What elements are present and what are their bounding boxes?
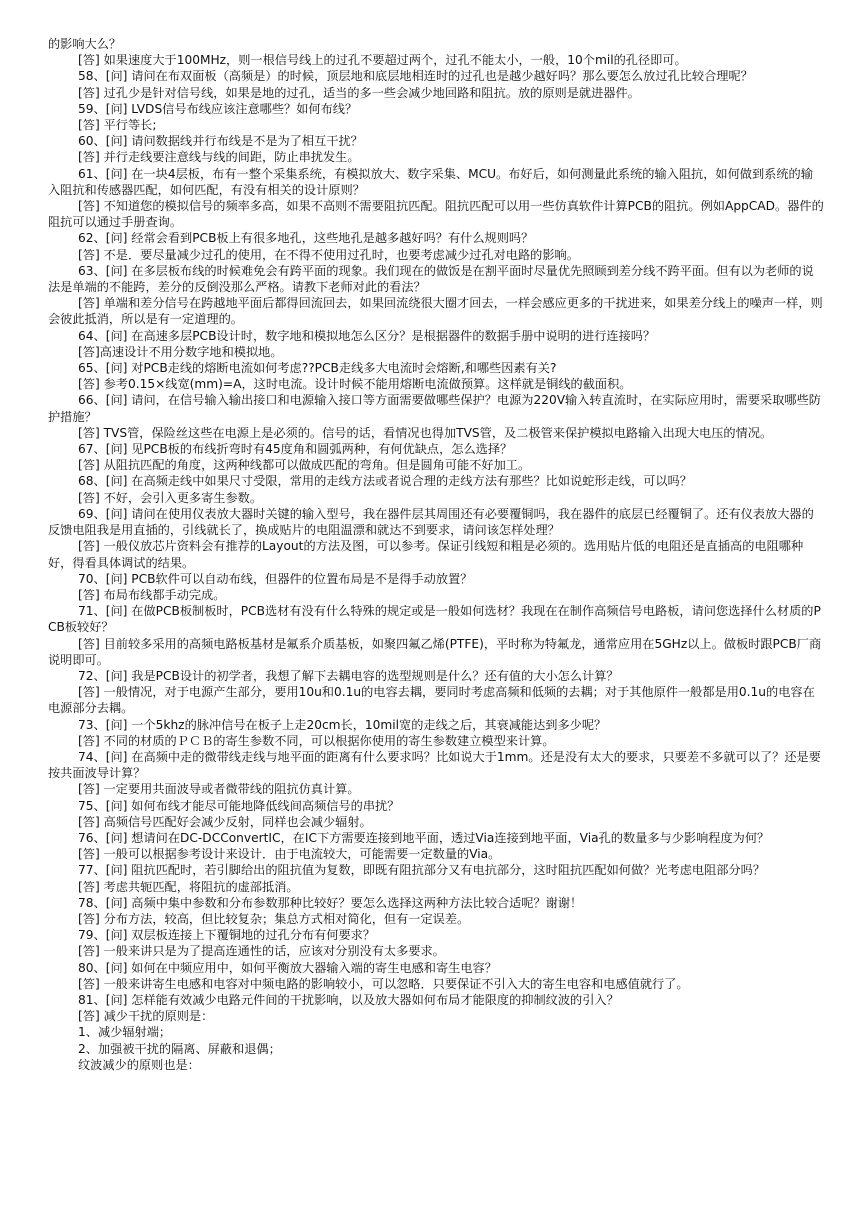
text-paragraph: 77、[问] 阻抗匹配时，若引脚给出的阻抗值为复数，即既有阻抗部分又有电抗部分，这时阻抗匹配如何做？光考虑电阻部分吗？ bbox=[78, 863, 766, 878]
text-paragraph: 71、[问] 在做PCB板制板时，PCB选材有没有什么特殊的规定或是一般如何选材？我现在在制作高频信号电路板，请问您选择什么材质的PCB板较好？ bbox=[48, 604, 821, 635]
text-paragraph: 58、[问] 请问在布双面板（高频是）的时候，顶层地和底层地相连时的过孔也是越少越好吗？那么要怎么放过孔比较合理呢？ bbox=[78, 69, 753, 84]
text-paragraph: 73、[问] 一个5khz的脉冲信号在板子上走20cm长，10mil宽的走线之后，其衰减能达到多少呢？ bbox=[78, 717, 607, 732]
text-paragraph: [答]高速设计不用分数字地和模拟地。 bbox=[78, 344, 283, 359]
text-paragraph: [答] 减少干扰的原则是： bbox=[78, 1009, 214, 1024]
text-paragraph: [答] 一定要用共面波导或者微带线的阻抗仿真计算。 bbox=[78, 782, 360, 797]
text-paragraph: [答] 单端和差分信号在跨越地平面后都得回流回去，如果回流绕很大圈才回去，一样会感应更多的干扰进来，如果差分线上的噪声一样，则会彼此抵消，所以是有一定道理的。 bbox=[48, 296, 823, 327]
text-paragraph: [答] 高频信号匹配好会减少反射，同样也会减少辐射。 bbox=[78, 814, 372, 829]
text-paragraph: 65、[问] 对PCB走线的熔断电流如何考虑??PCB走线多大电流时会熔断,和哪些因素有关? bbox=[78, 361, 557, 376]
text-paragraph: 74、[问] 在高频中走的微带线走线与地平面的距离有什么要求吗？比如说大于1mm。还是没有太大的要求，只要差不多就可以了？还是要按共面波导计算？ bbox=[48, 749, 821, 781]
text-paragraph: 68、[问] 在高频走线中如果尺寸受限，常用的走线方法或者说合理的走线方法有那些？比如说蛇形走线，可以吗？ bbox=[78, 474, 692, 489]
text-paragraph: [答] 如果速度大于100MHz，则一根信号线上的过孔不要超过两个，过孔不能太小，一般，10个mil的孔径即可。 bbox=[78, 53, 687, 68]
text-paragraph: 的影响大么？ bbox=[48, 37, 122, 51]
text-paragraph: [答] 一般来讲只是为了提高连通性的话，应该对分别没有太多要求。 bbox=[78, 944, 445, 959]
text-paragraph: [答] 参考0.15×线宽(mm)=A，这时电流。设计时候不能用熔断电流做预算。这样就是铜线的截面积。 bbox=[78, 377, 632, 392]
text-paragraph: 纹波减少的原则也是： bbox=[78, 1057, 200, 1072]
text-paragraph: 79、[问] 双层板连接上下覆铜地的过孔分布有何要求？ bbox=[78, 928, 376, 943]
text-paragraph: 81、[问] 怎样能有效减少电路元件间的干扰影响，以及放大器如何布局才能限度的抑制纹波的引入？ bbox=[78, 992, 619, 1007]
text-paragraph: 61、[问] 在一块4层板，布有一整个采集系统，有模拟放大、数字采集、MCU。布好后，如何测量此系统的输入阻抗，如何做到系统的输入阻抗和传感器匹配，如何匹配，有没有相关的设计原则？ bbox=[48, 166, 813, 197]
text-paragraph: [答] 不好，会引入更多寄生参数。 bbox=[78, 490, 263, 505]
text-paragraph: [答] 不知道您的模拟信号的频率多高，如果不高则不需要阻抗匹配。阻抗匹配可以用一些仿真软件计算PCB的阻抗。例如AppCAD。器件的阻抗可以通过手册查询。 bbox=[48, 199, 824, 230]
text-paragraph: [答] 不同的材质的ＰＣＢ的寄生参数不同，可以根据你使用的寄生参数建立模型来计算。 bbox=[78, 733, 555, 748]
text-paragraph: 60、[问] 请问数据线并行布线是不是为了相互干扰？ bbox=[78, 134, 363, 149]
text-paragraph: [答] 考虑共轭匹配，将阻抗的虚部抵消。 bbox=[78, 879, 299, 894]
text-paragraph: [答] 布局布线都手动完成。 bbox=[78, 587, 226, 602]
text-paragraph: [答] 目前较多采用的高频电路板基材是氟系介质基板，如聚四氟乙烯(PTFE)，平时称为特氟龙，通常应用在5GHz以上。做板时跟PCB厂商说明即可。 bbox=[48, 636, 822, 667]
text-paragraph: 69、[问] 请问在使用仪表放大器时关键的输入型号，我在器件层其周围还有必要覆铜吗，我在器件的底层已经覆铜了。还有仪表放大器的反馈电阻我是用直插的，引线就长了，换成贴片的电阻温漂和就达不到要求，请问该怎样处理？ bbox=[48, 506, 814, 538]
text-paragraph: [答] 过孔少是针对信号线，如果是地的过孔，适当的多一些会减少地回路和阻抗。放的原则是就进器件。 bbox=[78, 85, 640, 100]
text-paragraph: [答] 平行等长; bbox=[78, 118, 157, 133]
text-paragraph: [答] 一般来讲寄生电感和电容对中频电路的影响较小，可以忽略．只要保证不引入大的寄生电容和电感值就行了。 bbox=[78, 976, 689, 991]
text-paragraph: 63、[问] 在多层板布线的时候难免会有跨平面的现象。我们现在的做饭是在割平面时尽量优先照顾到差分线不跨平面。但有以为老师的说法是单端的不能跨，差分的反倒没那么严格。请教下老师对此的看法？ bbox=[48, 263, 814, 295]
text-paragraph: 1、减少辐射端； bbox=[78, 1025, 172, 1040]
text-paragraph: [答] 并行走线要注意线与线的间距，防止串扰发生。 bbox=[78, 150, 360, 165]
text-paragraph: 72、[问] 我是PCB设计的初学者，我想了解下去耦电容的选型规则是什么？还有值的大小怎么计算？ bbox=[78, 668, 619, 683]
text-paragraph: 78、[问] 高频中集中参数和分布参数那种比较好？要怎么选择这两种方法比较合适呢？谢谢！ bbox=[78, 895, 583, 910]
text-paragraph: 76、[问] 想请问在DC-DCConvertIC，在IC下方需要连接到地平面，透过Via连接到地平面，Via孔的数量多与少影响程度为何？ bbox=[78, 830, 770, 845]
text-paragraph: 75、[问] 如何布线才能尽可能地降低线间高频信号的串扰？ bbox=[78, 798, 400, 813]
text-paragraph: 70、[问] PCB软件可以自动布线，但器件的位置布局是不是得手动放置？ bbox=[78, 571, 473, 586]
text-paragraph: 67、[问] 见PCB板的布线折弯时有45度角和圆弧两种，有何优缺点，怎么选择？ bbox=[78, 442, 513, 457]
text-paragraph: 64、[问] 在高速多层PCB设计时，数字地和模拟地怎么区分？是根据器件的数据手册中说明的进行连接吗？ bbox=[78, 328, 656, 343]
text-paragraph: [答] 一般仪放芯片资料会有推荐的Layout的方法及图，可以参考。保证引线短和粗是必须的。选用贴片低的电阻还是直插高的电阻哪种好，得看具体调试的结果。 bbox=[48, 539, 804, 570]
text-paragraph: 66、[问] 请问，在信号输入输出接口和电源输入接口等方面需要做哪些保护？电源为220V输入转直流时，在实际应用时，需要采取哪些防护措施？ bbox=[48, 393, 821, 424]
text-paragraph: [答] 从阻抗匹配的角度，这两种线都可以做成匹配的弯角。但是圆角可能不好加工。 bbox=[78, 458, 531, 473]
text-paragraph: 62、[问] 经常会看到PCB板上有很多地孔，这些地孔是越多越好吗？有什么规则吗？ bbox=[78, 231, 534, 246]
text-paragraph: 59、[问] LVDS信号布线应该注意哪些？如何布线？ bbox=[78, 101, 358, 116]
text-paragraph: 80、[问] 如何在中频应用中，如何平衡放大器输入端的寄生电感和寄生电容？ bbox=[78, 960, 497, 975]
text-paragraph: [答] TVS管，保险丝这些在电源上是必须的。信号的话，看情况也得加TVS管，及二极管来保护模拟电路输入出现大电压的情况。 bbox=[78, 425, 773, 440]
text-paragraph: [答] 不是．要尽量减少过孔的使用，在不得不使用过孔时，也要考虑减少过孔对电路的影响。 bbox=[78, 247, 579, 262]
text-paragraph: 2、加强被干扰的隔离、屏蔽和退偶； bbox=[78, 1041, 281, 1056]
text-paragraph: [答] 分布方法，较高，但比较复杂；集总方式相对简化，但有一定误差。 bbox=[78, 911, 470, 926]
text-paragraph: [答] 一般情况，对于电源产生部分，要用10u和0.1u的电容去耦，要同时考虑高频和低频的去耦；对于其他原件一般都是用0.1u的电容在电源部分去耦。 bbox=[48, 685, 815, 716]
text-paragraph: [答] 一般可以根据参考设计来设计．由于电流较大，可能需要一定数量的Via。 bbox=[78, 847, 501, 862]
